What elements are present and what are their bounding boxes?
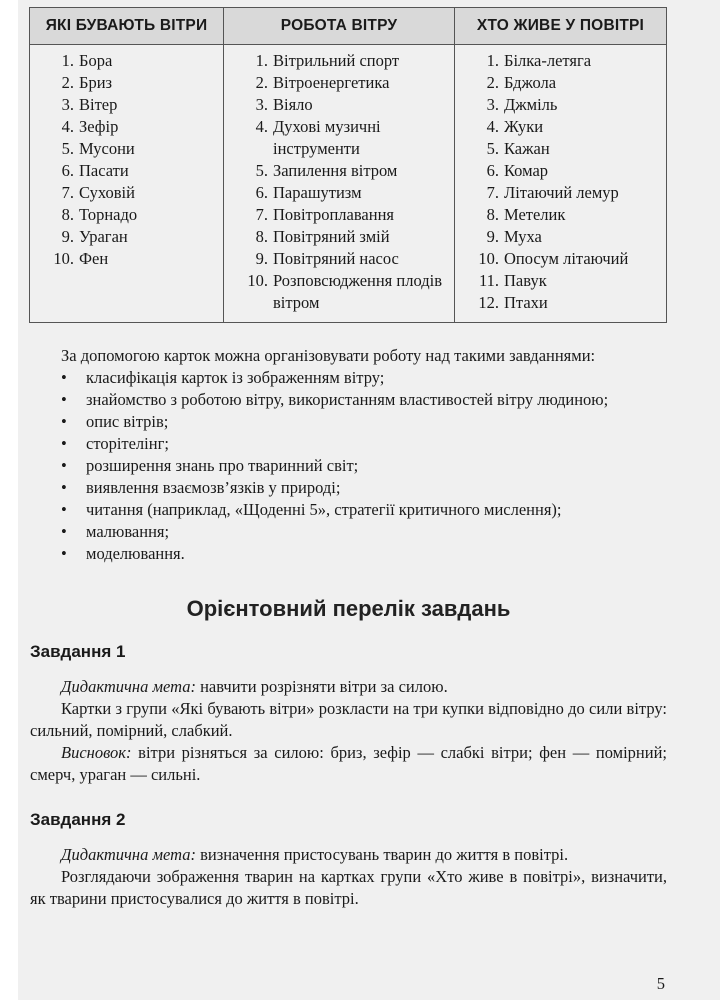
item-text: Повітроплавання bbox=[273, 205, 394, 224]
task1-instruction: Картки з групи «Які бувають вітри» розкласти на три купки відповідно до сили вітру: сильний, помірний, слабкий. bbox=[30, 699, 667, 740]
item-text: Літаючий лемур bbox=[504, 183, 619, 202]
item-number: 3. bbox=[255, 95, 268, 114]
task2-goal-text: визначення пристосувань тварин до життя в повітрі. bbox=[195, 845, 569, 864]
list-item bbox=[30, 50, 223, 72]
task2-instruction: Розглядаючи зображення тварин на картках групи «Хто живе в повітрі», визначити, як тварини пристосувалися до життя в повітрі. bbox=[30, 867, 667, 908]
item-number: 3. bbox=[486, 95, 499, 114]
item-number: 4. bbox=[486, 117, 499, 136]
list-item bbox=[30, 138, 223, 160]
item-text: Повітряний насос bbox=[273, 249, 399, 268]
item-number: 8. bbox=[61, 205, 74, 224]
task1-conclusion bbox=[30, 742, 667, 786]
bullet-text: малювання; bbox=[86, 522, 170, 541]
item-text: Віяло bbox=[273, 95, 313, 114]
list-item bbox=[455, 270, 666, 292]
list-item bbox=[224, 182, 454, 204]
list-item bbox=[455, 116, 666, 138]
task1-goal bbox=[30, 676, 667, 698]
bullet-text: виявлення взаємозв’язків у природі; bbox=[86, 478, 341, 497]
item-text: Духові музичні інструменти bbox=[273, 117, 381, 158]
header-air-dwellers: ХТО ЖИВЕ У ПОВІТРІ bbox=[455, 8, 667, 45]
list-item bbox=[30, 72, 223, 94]
page bbox=[18, 0, 720, 1000]
header-wind-work: РОБОТА ВІТРУ bbox=[224, 8, 455, 45]
item-number: 10. bbox=[247, 271, 268, 290]
bullet-item bbox=[30, 477, 667, 499]
list-item bbox=[30, 204, 223, 226]
task1-conclusion-text: вітри різняться за силою: бриз, зефір — слабкі вітри; фен — помірний; смерч, ураган — сильні. bbox=[30, 743, 667, 784]
item-text: Бора bbox=[79, 51, 113, 70]
table-column-list bbox=[224, 50, 454, 314]
task2-goal bbox=[30, 844, 667, 866]
item-text: Бджола bbox=[504, 73, 557, 92]
list-item bbox=[224, 116, 454, 160]
item-text: Парашутизм bbox=[273, 183, 362, 202]
item-text: Суховій bbox=[79, 183, 135, 202]
table-body-row bbox=[30, 45, 667, 323]
item-text: Ураган bbox=[79, 227, 128, 246]
item-number: 2. bbox=[255, 73, 268, 92]
item-text: Вітрильний спорт bbox=[273, 51, 400, 70]
item-text: Бриз bbox=[79, 73, 113, 92]
bullet-item bbox=[30, 389, 667, 411]
item-number: 1. bbox=[255, 51, 268, 70]
item-number: 5. bbox=[255, 161, 268, 180]
item-text: Птахи bbox=[504, 293, 548, 312]
section-title: Орієнтовний перелік завдань bbox=[186, 596, 511, 621]
list-item bbox=[224, 50, 454, 72]
list-item bbox=[224, 160, 454, 182]
list-item bbox=[224, 72, 454, 94]
intro-block bbox=[30, 345, 667, 565]
item-text: Павук bbox=[504, 271, 547, 290]
item-number: 8. bbox=[486, 205, 499, 224]
task1-body bbox=[30, 676, 667, 786]
bullet-icon: • bbox=[61, 412, 67, 431]
bullet-item bbox=[30, 433, 667, 455]
item-number: 2. bbox=[61, 73, 74, 92]
column-wind-types bbox=[30, 45, 224, 323]
bullet-item bbox=[30, 367, 667, 389]
bullet-icon: • bbox=[61, 544, 67, 563]
bullet-icon: • bbox=[61, 368, 67, 387]
bullet-text: сторітелінг; bbox=[86, 434, 169, 453]
task2-heading: Завдання 2 bbox=[30, 810, 126, 829]
column-wind-work bbox=[224, 45, 455, 323]
item-text: Повітряний змій bbox=[273, 227, 390, 246]
item-text: Торнадо bbox=[79, 205, 138, 224]
header-wind-types: ЯКІ БУВАЮТЬ ВІТРИ bbox=[30, 8, 224, 45]
bullet-text: читання (наприклад, «Щоденні 5», стратегії критичного мислення); bbox=[86, 500, 562, 519]
list-item bbox=[30, 116, 223, 138]
list-item bbox=[224, 270, 454, 314]
column-air-dwellers bbox=[455, 45, 667, 323]
list-item bbox=[224, 248, 454, 270]
bullet-text: розширення знань про тваринний світ; bbox=[86, 456, 359, 475]
item-text: Джміль bbox=[504, 95, 558, 114]
item-number: 6. bbox=[61, 161, 74, 180]
item-number: 9. bbox=[255, 249, 268, 268]
list-item bbox=[30, 160, 223, 182]
bullet-icon: • bbox=[61, 390, 67, 409]
bullet-item bbox=[30, 411, 667, 433]
item-text: Зефір bbox=[79, 117, 119, 136]
table-column-list bbox=[455, 50, 666, 314]
task1-goal-text: навчити розрізняти вітри за силою. bbox=[195, 677, 448, 696]
list-item bbox=[455, 292, 666, 314]
item-number: 7. bbox=[486, 183, 499, 202]
list-item bbox=[30, 248, 223, 270]
task2-goal-label: Дидактична мета: bbox=[61, 845, 196, 864]
list-item bbox=[455, 226, 666, 248]
bullet-icon: • bbox=[61, 456, 67, 475]
list-item bbox=[455, 182, 666, 204]
item-number: 6. bbox=[486, 161, 499, 180]
item-number: 9. bbox=[61, 227, 74, 246]
item-number: 8. bbox=[255, 227, 268, 246]
bullet-item bbox=[30, 543, 667, 565]
item-number: 3. bbox=[61, 95, 74, 114]
item-text: Кажан bbox=[504, 139, 550, 158]
item-number: 7. bbox=[255, 205, 268, 224]
list-item bbox=[455, 248, 666, 270]
item-number: 7. bbox=[61, 183, 74, 202]
bullet-icon: • bbox=[61, 522, 67, 541]
task1-heading: Завдання 1 bbox=[30, 642, 126, 661]
item-text: Вітер bbox=[79, 95, 118, 114]
list-item bbox=[455, 50, 666, 72]
list-item bbox=[30, 182, 223, 204]
item-number: 5. bbox=[61, 139, 74, 158]
bullet-text: знайомство з роботою вітру, використанням властивостей вітру людиною; bbox=[86, 390, 609, 409]
list-item bbox=[224, 204, 454, 226]
bullet-item bbox=[30, 499, 667, 521]
bullet-item bbox=[30, 521, 667, 543]
item-text: Фен bbox=[79, 249, 109, 268]
list-item bbox=[30, 226, 223, 248]
bullet-text: опис вітрів; bbox=[86, 412, 169, 431]
bullet-icon: • bbox=[61, 434, 67, 453]
bullet-text: моделювання. bbox=[86, 544, 185, 563]
list-item bbox=[224, 94, 454, 116]
table-column-list bbox=[30, 50, 223, 270]
page-number: 5 bbox=[656, 974, 665, 993]
item-text: Опосум літаючий bbox=[504, 249, 629, 268]
item-number: 1. bbox=[486, 51, 499, 70]
list-item bbox=[455, 94, 666, 116]
item-text: Розповсюдження плодів вітром bbox=[273, 271, 443, 312]
list-item bbox=[224, 226, 454, 248]
table-header-row bbox=[30, 8, 667, 45]
item-text: Жуки bbox=[504, 117, 544, 136]
list-item bbox=[455, 204, 666, 226]
task1-conclusion-label: Висновок: bbox=[61, 743, 132, 762]
list-item bbox=[455, 160, 666, 182]
item-number: 6. bbox=[255, 183, 268, 202]
bullet-icon: • bbox=[61, 500, 67, 519]
list-item bbox=[455, 138, 666, 160]
item-number: 10. bbox=[478, 249, 499, 268]
task1-goal-label: Дидактична мета: bbox=[61, 677, 196, 696]
intro-lead: За допомогою карток можна організовувати роботу над такими завданнями: bbox=[61, 346, 596, 365]
item-text: Пасати bbox=[79, 161, 129, 180]
item-text: Метелик bbox=[504, 205, 566, 224]
item-number: 5. bbox=[486, 139, 499, 158]
item-text: Мусони bbox=[79, 139, 135, 158]
item-number: 10. bbox=[53, 249, 74, 268]
bullet-item bbox=[30, 455, 667, 477]
bullet-icon: • bbox=[61, 478, 67, 497]
list-item bbox=[30, 94, 223, 116]
bullet-text: класифікація карток із зображенням вітру; bbox=[86, 368, 385, 387]
item-text: Білка-летяга bbox=[504, 51, 592, 70]
item-text: Вітроенергетика bbox=[273, 73, 390, 92]
item-text: Запилення вітром bbox=[273, 161, 398, 180]
item-number: 11. bbox=[478, 271, 499, 290]
cards-table bbox=[29, 7, 667, 323]
item-number: 2. bbox=[486, 73, 499, 92]
list-item bbox=[455, 72, 666, 94]
item-text: Муха bbox=[504, 227, 542, 246]
item-text: Комар bbox=[504, 161, 549, 180]
item-number: 12. bbox=[478, 293, 499, 312]
item-number: 4. bbox=[61, 117, 74, 136]
item-number: 9. bbox=[486, 227, 499, 246]
intro-list bbox=[30, 367, 667, 565]
task2-body bbox=[30, 844, 667, 910]
item-number: 4. bbox=[255, 117, 268, 136]
item-number: 1. bbox=[61, 51, 74, 70]
